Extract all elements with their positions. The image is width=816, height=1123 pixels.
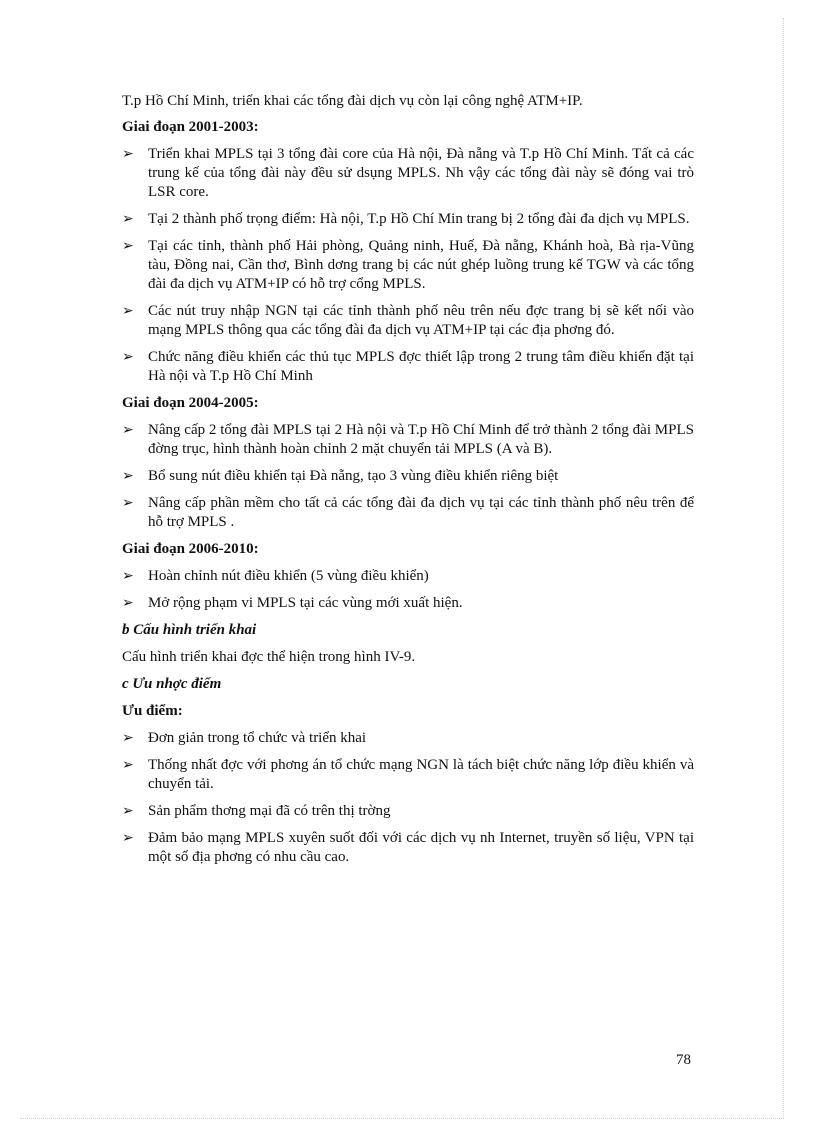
arrowhead-bullet-icon: ➢ xyxy=(122,803,134,819)
list-item xyxy=(122,210,694,229)
arrowhead-bullet-icon: ➢ xyxy=(122,757,134,773)
list-item xyxy=(122,348,694,386)
list-item xyxy=(122,421,694,459)
list-item xyxy=(122,594,694,613)
list-item xyxy=(122,567,694,586)
arrowhead-bullet-icon: ➢ xyxy=(122,468,134,484)
arrowhead-bullet-icon: ➢ xyxy=(122,422,134,438)
arrowhead-bullet-icon: ➢ xyxy=(122,349,134,365)
list-item-text: Thống nhất đợc với phơng án tổ chức mạng NGN là tách biệt chức năng lớp điều khiển và chuyển tải. xyxy=(148,757,694,792)
page-number: 78 xyxy=(676,1052,691,1068)
page-edge-horizontal-rule xyxy=(20,1118,784,1119)
list-item xyxy=(122,494,694,532)
page-edge-vertical-rule xyxy=(783,18,784,1118)
list-item xyxy=(122,729,694,748)
list-item-text: Tại 2 thành phố trọng điểm: Hà nội, T.p Hồ Chí Min trang bị 2 tổng đài đa dịch vụ MPLS. xyxy=(148,211,690,227)
list-item-text: Nâng cấp 2 tổng đài MPLS tại 2 Hà nội và T.p Hồ Chí Minh để trở thành 2 tổng đài MPLS đờng trục, hình thành hoàn chỉnh 2 mặt chuyển tải MPLS (A và B). xyxy=(148,422,694,457)
list-item-text: Triển khai MPLS tại 3 tổng đài core của Hà nội, Đà nẵng và T.p Hồ Chí Minh. Tất cả các trung kế của tổng đài này đều sử dsụng MPLS. Nh vậy các tổng đài này sẽ đóng vai trò LSR core. xyxy=(148,146,694,200)
arrowhead-bullet-icon: ➢ xyxy=(122,595,134,611)
list-item-text: Sản phẩm thơng mại đã có trên thị trờng xyxy=(148,803,391,819)
arrowhead-bullet-icon: ➢ xyxy=(122,211,134,227)
arrowhead-bullet-icon: ➢ xyxy=(122,146,134,162)
arrowhead-bullet-icon: ➢ xyxy=(122,830,134,846)
section-b-text: Cấu hình triển khai đợc thể hiện trong hình IV-9. xyxy=(122,649,416,665)
section-heading-2001-2003: Giai đoạn 2001-2003: xyxy=(122,119,259,135)
section-heading-2004-2005: Giai đoạn 2004-2005: xyxy=(122,395,259,411)
arrowhead-bullet-icon: ➢ xyxy=(122,568,134,584)
list-item xyxy=(122,237,694,294)
section-heading-2006-2010: Giai đoạn 2006-2010: xyxy=(122,541,259,557)
list-item-text: Hoàn chỉnh nút điều khiển (5 vùng điều khiển) xyxy=(148,568,429,584)
list-item xyxy=(122,829,694,867)
arrowhead-bullet-icon: ➢ xyxy=(122,303,134,319)
list-item-text: Nâng cấp phần mềm cho tất cả các tổng đài đa dịch vụ tại các tỉnh thành phố nêu trên để hỗ trợ MPLS . xyxy=(148,495,694,530)
advantages-heading: Ưu điểm: xyxy=(122,703,183,719)
intro-paragraph: T.p Hồ Chí Minh, triển khai các tổng đài dịch vụ còn lại công nghệ ATM+IP. xyxy=(122,93,583,109)
list-item-text: Đảm bảo mạng MPLS xuyên suốt đối với các dịch vụ nh Internet, truyền số liệu, VPN tại một số địa phơng có nhu cầu cao. xyxy=(148,830,694,865)
list-item-text: Đơn giản trong tổ chức và triển khai xyxy=(148,730,367,746)
list-item xyxy=(122,802,694,821)
list-item xyxy=(122,467,694,486)
list-item xyxy=(122,302,694,340)
arrowhead-bullet-icon: ➢ xyxy=(122,495,134,511)
list-item-text: Mở rộng phạm vi MPLS tại các vùng mới xuất hiện. xyxy=(148,595,463,611)
list-item-text: Bổ sung nút điều khiển tại Đà nẵng, tạo 3 vùng điều khiển riêng biệt xyxy=(148,468,559,484)
list-item xyxy=(122,756,694,794)
list-item xyxy=(122,145,694,202)
list-item-text: Tại các tỉnh, thành phố Hải phòng, Quảng ninh, Huế, Đà nẵng, Khánh hoà, Bà rịa-Vũng tàu, Đồng nai, Cần thơ, Bình dơng trang bị các nút ghép luồng trung kế TGW và các tổng đài đa dịch vụ ATM+IP có hỗ trợ cổng MPLS. xyxy=(148,238,694,292)
arrowhead-bullet-icon: ➢ xyxy=(122,238,134,254)
arrowhead-bullet-icon: ➢ xyxy=(122,730,134,746)
list-item-text: Chức năng điều khiển các thủ tục MPLS đợc thiết lập trong 2 trung tâm điều khiển đặt tại Hà nội và T.p Hồ Chí Minh xyxy=(148,349,694,384)
list-item-text: Các nút truy nhập NGN tại các tỉnh thành phố nêu trên nếu đợc trang bị sẽ kết nối vào mạng MPLS thông qua các tổng đài đa dịch vụ ATM+IP tại các địa phơng đó. xyxy=(148,303,694,338)
section-heading-c: c Ưu nhợc điểm xyxy=(122,676,222,692)
section-heading-b: b Cấu hình triển khai xyxy=(122,622,257,638)
page-content xyxy=(122,92,694,875)
